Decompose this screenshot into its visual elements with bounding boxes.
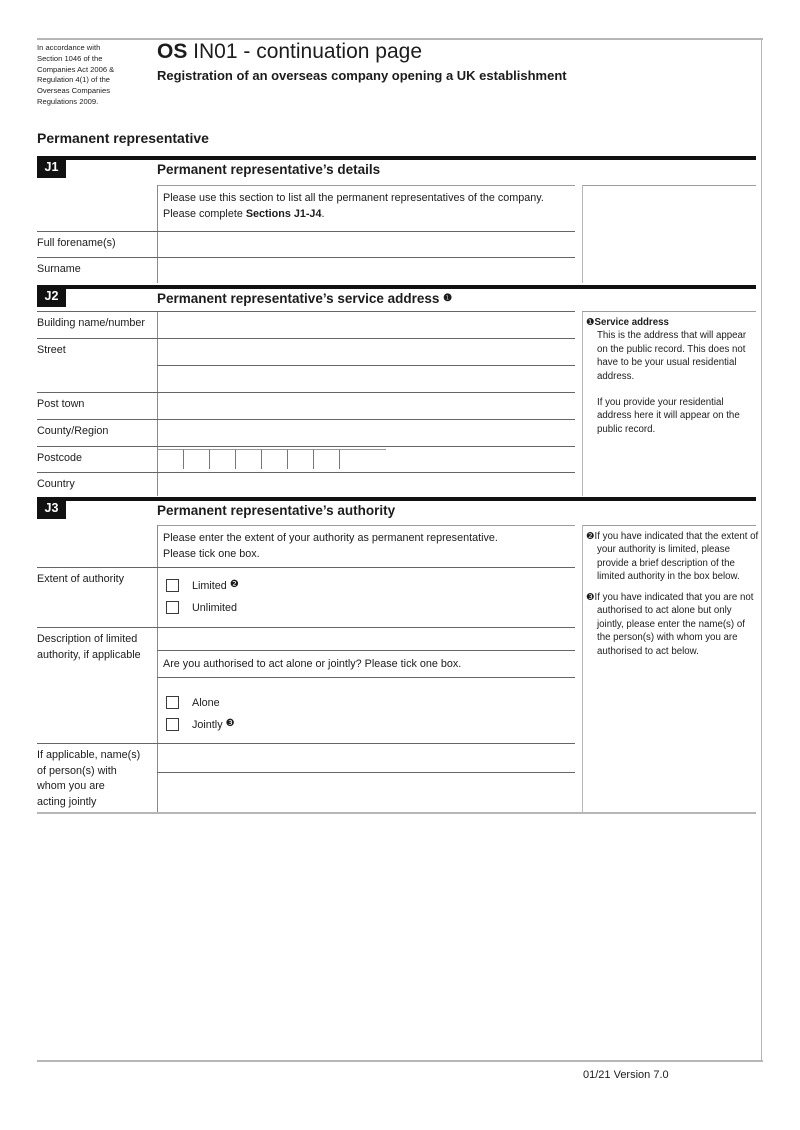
- divider: [582, 311, 756, 312]
- divider: [157, 677, 575, 678]
- limited-description-label: Description of limited authority, if applicable: [37, 633, 141, 661]
- section-bar-j3: [37, 497, 756, 501]
- note-marker-1: ❶: [443, 293, 453, 304]
- statutory-reference-line: Overseas Companies: [37, 86, 111, 96]
- post-town-label: Post town: [37, 398, 85, 410]
- j1-instruction-line: Please use this section to list all the permanent representatives of the company.: [163, 192, 544, 204]
- postcode-boxes: [158, 449, 386, 469]
- page-border-bottom: [37, 1060, 763, 1062]
- notes-column-border: [582, 525, 583, 813]
- page-border-right: [761, 38, 762, 1062]
- jointly-option-label: Jointly ❸: [192, 718, 235, 732]
- section-badge-j1: J1: [37, 156, 66, 178]
- service-address-note: [586, 316, 759, 436]
- statutory-reference-line: Companies Act 2006 &: [37, 64, 115, 74]
- service-address-note-body: This is the address that will appear on the public record. This does not have to be your usual residential address.: [597, 330, 747, 382]
- section-heading-j2: Permanent representative’s service address ❶: [157, 291, 453, 306]
- page-heading: Permanent representative: [37, 130, 209, 146]
- section-heading-j1: Permanent representative’s details: [157, 162, 381, 177]
- j1-instruction-line: Please complete Sections J1-J4.: [163, 208, 325, 220]
- building-field[interactable]: [158, 312, 575, 336]
- postcode-label: Postcode: [37, 452, 83, 464]
- postcode-cell[interactable]: [287, 449, 313, 469]
- divider: [157, 525, 575, 526]
- form-subtitle: Registration of an overseas company opening a UK establishment: [157, 68, 567, 83]
- statutory-reference-line: Regulations 2009.: [37, 96, 99, 106]
- divider: [157, 650, 575, 651]
- j3-instruction-line: Please tick one box.: [163, 548, 260, 560]
- j3-instructions: [163, 530, 571, 562]
- jointly-authority-note: ❸If you have indicated that you are not authorised to act alone but only jointly, please enter the name(s) of the person(s) with whom you are authorised to act below.: [586, 592, 754, 657]
- forename-field[interactable]: [158, 232, 575, 256]
- joint-names-field-line1[interactable]: [158, 744, 575, 771]
- postcode-cell[interactable]: [339, 449, 386, 469]
- divider: [37, 446, 575, 447]
- form-title: [157, 40, 422, 64]
- j3-instruction-line: Please enter the extent of your authority as permanent representative.: [163, 532, 498, 544]
- postcode-cell[interactable]: [313, 449, 339, 469]
- statutory-reference-line: Regulation 4(1) of the: [37, 75, 111, 85]
- alone-option[interactable]: [166, 694, 220, 707]
- county-label: County/Region: [37, 425, 109, 437]
- unlimited-option-label: Unlimited: [192, 601, 238, 614]
- section-badge-j2: J2: [37, 285, 66, 307]
- j1-instructions: [163, 190, 571, 222]
- alone-jointly-question: Are you authorised to act alone or jointly? Please tick one box.: [163, 658, 462, 670]
- section-bar-j1: [37, 156, 756, 160]
- building-label: Building name/number: [37, 317, 146, 329]
- jointly-option[interactable]: [166, 716, 235, 732]
- limited-option[interactable]: [166, 577, 239, 593]
- street-field-line2[interactable]: [158, 366, 575, 390]
- unlimited-checkbox[interactable]: [166, 601, 179, 614]
- note-marker-2: ❷: [586, 531, 595, 542]
- note-marker-1: ❶: [586, 317, 595, 328]
- surname-label: Surname: [37, 263, 81, 275]
- street-label: Street: [37, 344, 66, 356]
- postcode-cell[interactable]: [209, 449, 235, 469]
- country-label: Country: [37, 478, 75, 490]
- version-footer: 01/21 Version 7.0: [583, 1069, 669, 1081]
- note-marker-3: ❸: [586, 592, 595, 603]
- post-town-field[interactable]: [158, 393, 575, 417]
- note-marker-2: ❷: [229, 579, 239, 591]
- section-badge-j3: J3: [37, 497, 66, 519]
- statutory-reference-line: Section 1046 of the: [37, 53, 103, 63]
- unlimited-option[interactable]: [166, 599, 237, 612]
- statutory-reference: [37, 43, 152, 108]
- divider: [582, 185, 756, 186]
- limited-option-label: Limited ❷: [192, 579, 239, 593]
- street-field-line1[interactable]: [158, 339, 575, 363]
- section-bar-j2: [37, 285, 756, 289]
- divider: [157, 185, 575, 186]
- service-address-note-body2: If you provide your residential address here it will appear on the public record.: [597, 397, 740, 435]
- service-address-note-title: ❶Service address: [586, 317, 669, 328]
- surname-field[interactable]: [158, 258, 575, 282]
- notes-column-border: [582, 185, 583, 283]
- postcode-cell[interactable]: [183, 449, 209, 469]
- county-field[interactable]: [158, 420, 575, 444]
- limited-description-field[interactable]: [158, 628, 575, 649]
- statutory-reference-line: In accordance with: [37, 43, 101, 52]
- limited-authority-note: ❷If you have indicated that the extent of your authority is limited, please provide a brief description of the limited authority in the box below.: [586, 531, 759, 583]
- country-field[interactable]: [158, 473, 575, 495]
- divider: [37, 567, 575, 568]
- section-end-divider: [37, 812, 756, 814]
- joint-names-label: If applicable, name(s) of person(s) with whom you are acting jointly: [37, 749, 141, 808]
- form-title-rest: IN01 - continuation page: [187, 40, 423, 63]
- postcode-cell[interactable]: [235, 449, 261, 469]
- limited-checkbox[interactable]: [166, 579, 179, 592]
- postcode-cell[interactable]: [261, 449, 287, 469]
- extent-label: Extent of authority: [37, 573, 125, 585]
- alone-option-label: Alone: [192, 696, 220, 709]
- note-marker-3: ❸: [225, 718, 235, 730]
- section-heading-j3: Permanent representative’s authority: [157, 503, 396, 518]
- postcode-cell[interactable]: [158, 449, 183, 469]
- form-code: OS: [157, 40, 188, 63]
- divider: [582, 525, 756, 526]
- joint-names-field-line2[interactable]: [158, 773, 575, 812]
- notes-column-border: [582, 311, 583, 496]
- forename-label: Full forename(s): [37, 237, 116, 249]
- alone-checkbox[interactable]: [166, 696, 179, 709]
- jointly-checkbox[interactable]: [166, 718, 179, 731]
